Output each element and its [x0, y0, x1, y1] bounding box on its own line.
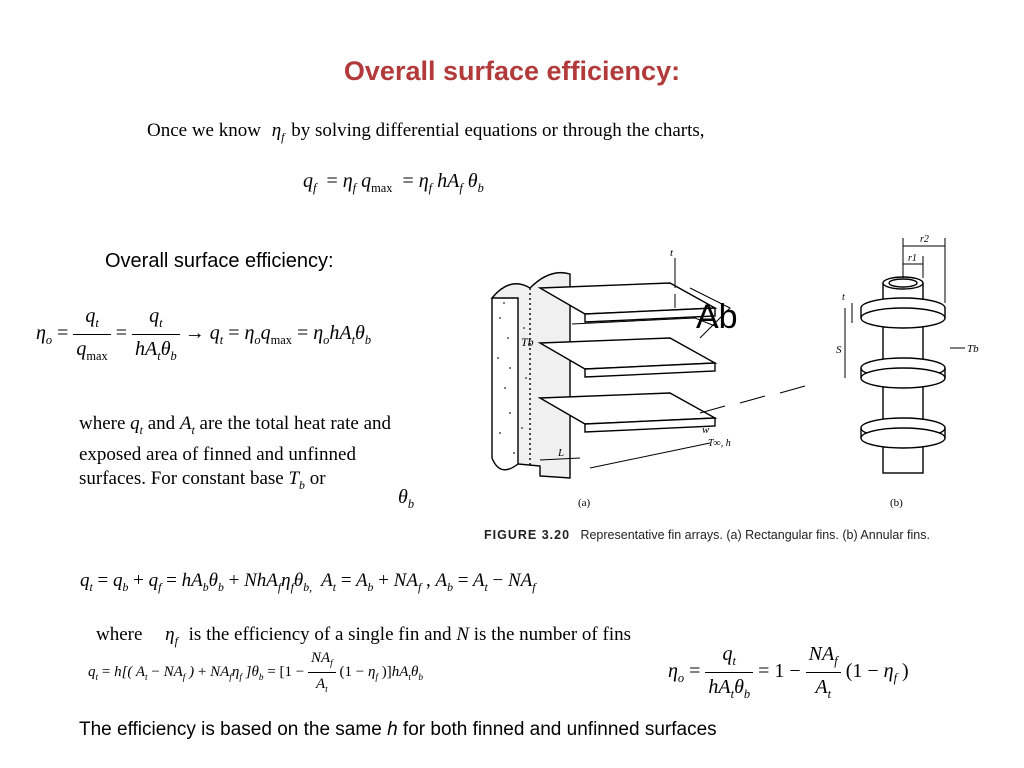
qt-sum-equation: $q_t = q_b + q_f = hA_b\theta_b + NhA_f\eta_f\theta_{b,}$ $A_t = A_b + NA_f$ , $A_b = A_t - NA_f$ [80, 570, 536, 594]
intro-line [147, 120, 705, 145]
label-a: (a) [578, 497, 591, 509]
where-line-2: exposed area of finned and unfinned [79, 443, 356, 465]
fin-a-tb-label: Tb [521, 335, 534, 349]
where2-word: where [96, 624, 143, 645]
fin-a-tinf-label: T∞, h [708, 438, 731, 449]
fin-a-l-label: L [558, 447, 565, 459]
intro-text-after: by solving differential equations or through the charts, [291, 120, 705, 141]
footer-note [79, 719, 717, 741]
where-paragraph: where $q_t$ and $A_t$ are the total heat rate and exposed area of finned and unfinned surfaces. For constant base $T_b$ or [79, 413, 392, 492]
where-eta-f-line [96, 624, 631, 649]
footer-h: h [387, 719, 398, 740]
fin-a-t-label: t [670, 247, 674, 259]
qt-expanded-equation: $q_t = h$[( $A_t - NA_f$ ) + $NA_f\eta_f$ ]$\theta_b = [1$ − $\frac{NA_f}{A_t}$ ($1 - \eta_f$ )]$hA_t\theta_b$ [88, 650, 424, 695]
and-word: and [147, 413, 176, 434]
where-word: where [79, 413, 126, 434]
annular-fins [861, 277, 945, 473]
figure-caption-label: FIGURE 3.20 [484, 528, 571, 542]
footer-text-after: for both finned and unfinned surfaces [402, 719, 717, 740]
fin-b-r1-label: r1 [908, 253, 917, 264]
label-b: (b) [890, 497, 903, 509]
where2-text: is the efficiency of a single fin and [188, 624, 452, 645]
where-text-rest: are the total heat rate and [199, 413, 392, 434]
intro-text-before: Once we know [147, 120, 261, 141]
or-word: or [309, 467, 326, 489]
fin-b-s-label: S [836, 344, 842, 356]
eta-o-equation: $\eta_o$ = $\frac{q_t}{q_{max}}$ = $\frac{q_t}{hA_t\theta_b}$ → $q_t = \eta_oq_{max} = \eta_ohA_t\theta_b$ [36, 305, 372, 363]
where-line-3: surfaces. For constant base [79, 467, 284, 489]
eta-f-symbol-2: $\eta_f$ [165, 624, 178, 648]
fin-b-t-label: t [842, 292, 845, 303]
figure-caption-text: Representative fin arrays. (a) Rectangular fins. (b) Annular fins. [580, 528, 930, 542]
handwritten-ab: Ab [696, 298, 738, 336]
qf-equation: $q_f = \eta_f$ $q_{max} = \eta_f$ $hA_f$ $\theta_b$ [303, 170, 484, 195]
fin-arrays-figure [480, 228, 1020, 558]
section-heading: Overall surface efficiency: [105, 250, 334, 272]
fin-b-r2-label: r2 [920, 234, 929, 245]
figure-caption [484, 528, 930, 542]
slide-title: Overall surface efficiency: [343, 56, 681, 86]
eta-f-symbol: $\eta_f$ [271, 120, 285, 144]
where2-end: is the number of fins [473, 624, 632, 645]
footer-text-before: The efficiency is based on the same [79, 719, 382, 740]
theta-b-symbol: $\theta_b$ [398, 486, 415, 511]
eta-o-final-equation: $\eta_o$ = $\frac{q_t}{hA_t\theta_b}$ = 1 − $\frac{NA_f}{A_t}$ ($1 - \eta_f$ ) [668, 643, 909, 701]
fin-a-w-label: w [702, 424, 710, 436]
fin-b-tb-label: Tb [967, 343, 979, 355]
n-symbol: N [456, 624, 469, 645]
